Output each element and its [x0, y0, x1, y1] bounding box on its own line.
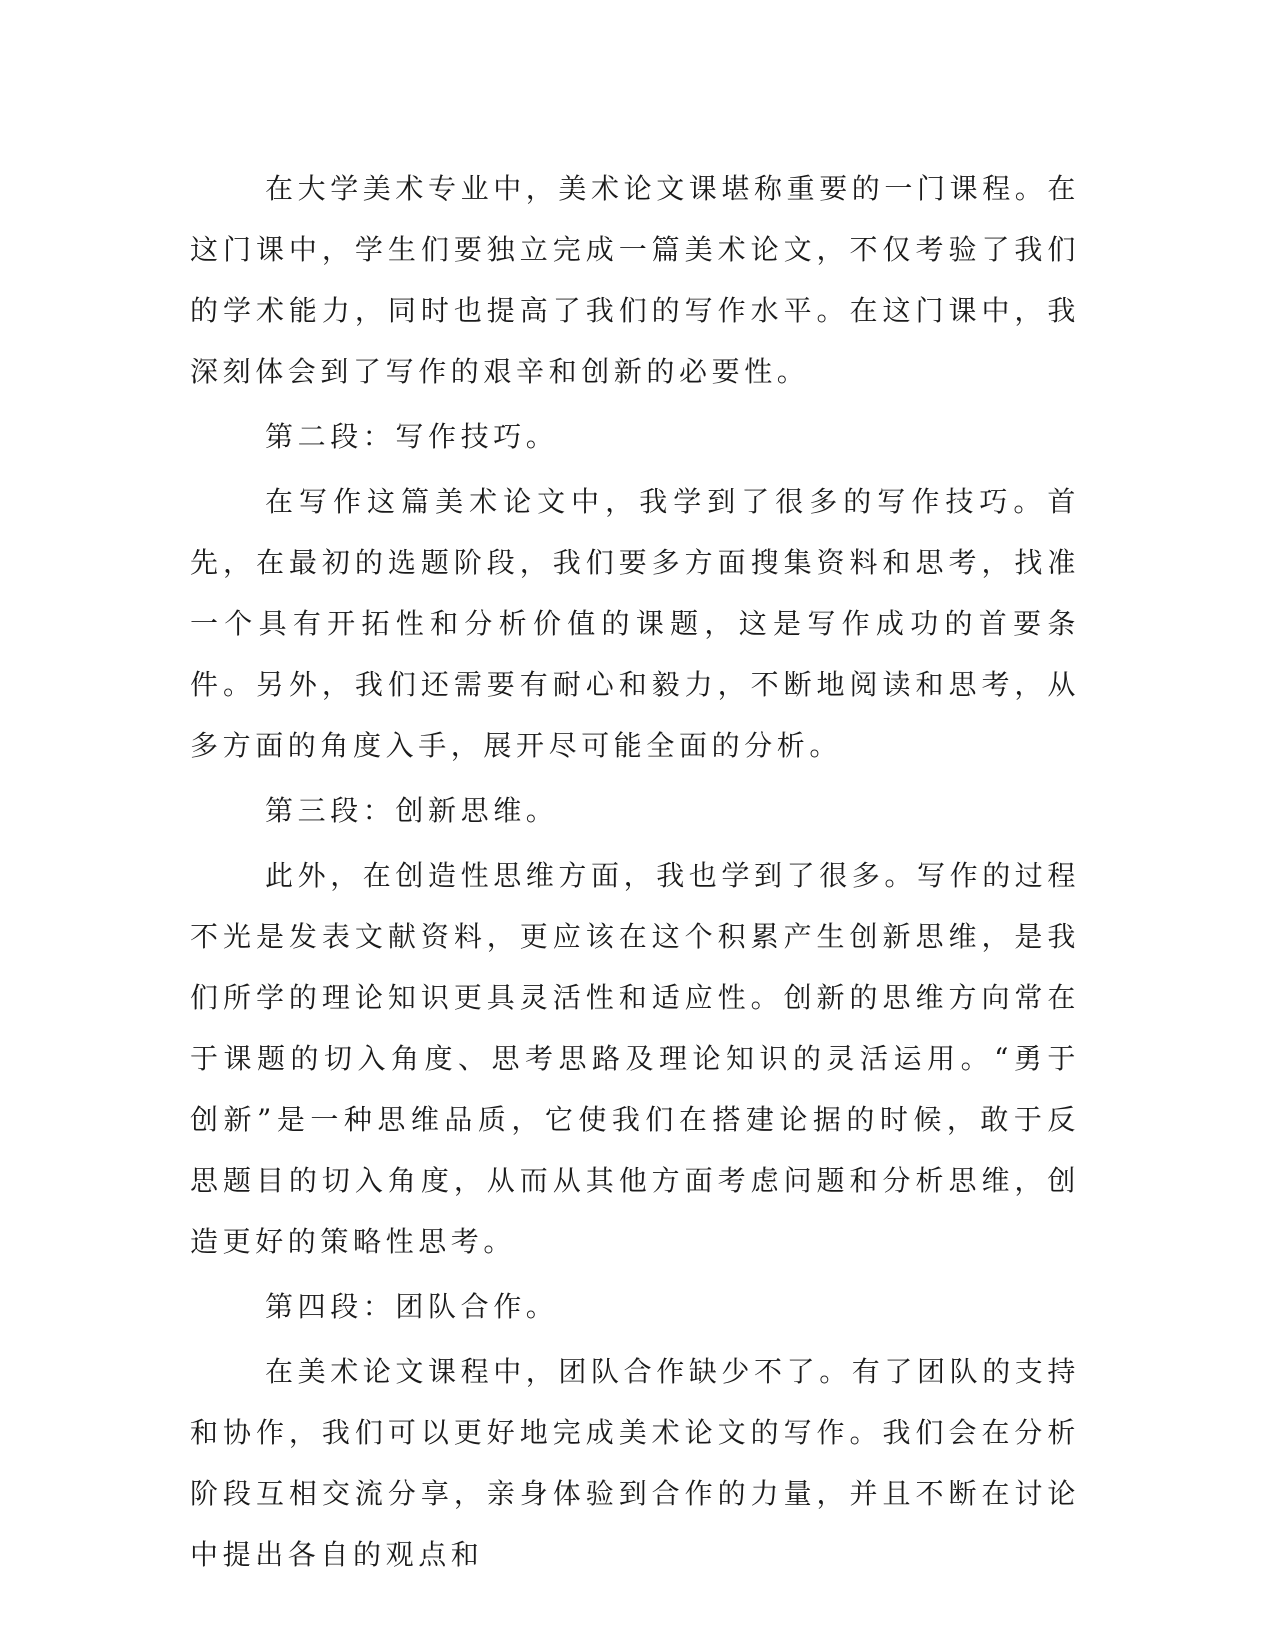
document-body	[190, 158, 1080, 1589]
paragraph-creative-thinking: 此外，在创造性思维方面，我也学到了很多。写作的过程不光是发表文献资料，更应该在这个积累产生创新思维，是我们所学的理论知识更具灵活性和适应性。创新的思维方向常在于课题的切入角度、思考思路及理论知识的灵活运用。“勇于创新”是一种思维品质，它使我们在搭建论据的时候，敢于反思题目的切入角度，从而从其他方面考虑问题和分析思维，创造更好的策略性思考。	[190, 859, 1081, 1258]
section-heading-3: 第三段：创新思维。	[265, 794, 559, 827]
section-heading-4: 第四段：团队合作。	[265, 1290, 559, 1323]
paragraph-writing-skills: 在写作这篇美术论文中，我学到了很多的写作技巧。首先，在最初的选题阶段，我们要多方面搜集资料和思考，找准一个具有开拓性和分析价值的课题，这是写作成功的首要条件。另外，我们还需要有耐心和毅力，不断地阅读和思考，从多方面的角度入手，展开尽可能全面的分析。	[190, 485, 1080, 762]
paragraph-teamwork: 在美术论文课程中，团队合作缺少不了。有了团队的支持和协作，我们可以更好地完成美术论文的写作。我们会在分析阶段互相交流分享，亲身体验到合作的力量，并且不断在讨论中提出各自的观点和	[190, 1355, 1081, 1571]
section-heading-2: 第二段：写作技巧。	[265, 420, 559, 453]
paragraph-intro: 在大学美术专业中，美术论文课堪称重要的一门课程。在这门课中，学生们要独立完成一篇美术论文，不仅考验了我们的学术能力，同时也提高了我们的写作水平。在这门课中，我深刻体会到了写作的艰辛和创新的必要性。	[190, 172, 1081, 388]
